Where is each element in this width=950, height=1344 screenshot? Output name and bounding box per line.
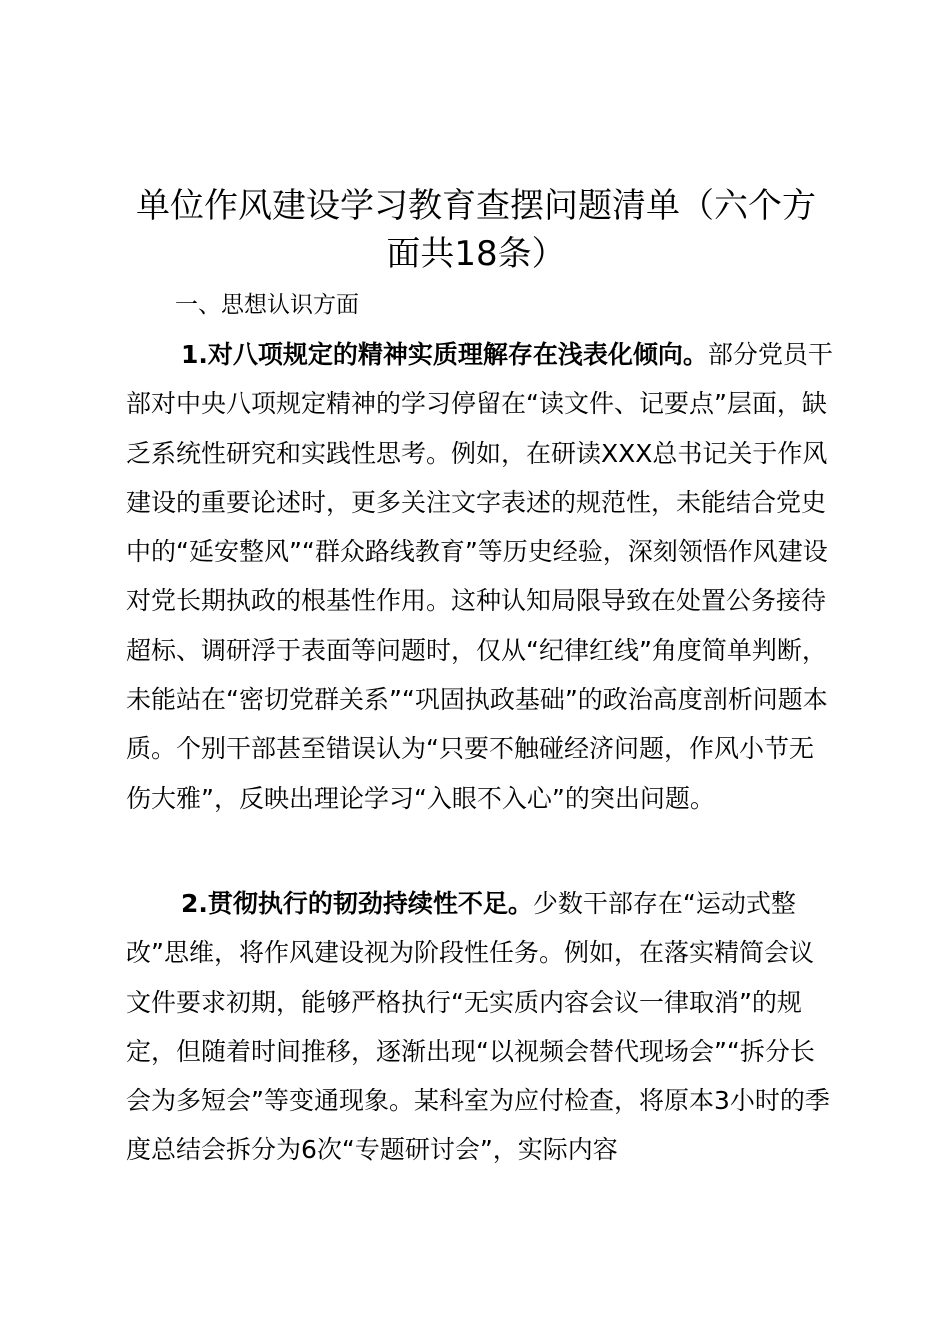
item-heading: 2.贯彻执行的韧劲持续性不足。 (181, 889, 533, 918)
paragraph-item-2 (126, 879, 838, 1175)
item-text: 部分党员干部对中央八项规定精神的学习停留在“读文件、记要点”层面，缺乏系统性研究和实践性思考。例如，在研读XXX总书记关于作风建设的重要论述时，更多关注文字表述的规范性，未能结合党史中的“延安整风”“群众路线教育”等历史经验，深刻领悟作风建设对党长期执政的根基性作用。这种认知局限导致在处置公务接待超标、调研浮于表面等问题时，仅从“纪律红线”角度简单判断，未能站在“密切党群关系”“巩固执政基础”的政治高度剖析问题本质。个别干部甚至错误认为“只要不触碰经济问题，作风小节无伤大雅”，反映出理论学习“入眼不入心”的突出问题。 (126, 340, 833, 813)
document-title: 单位作风建设学习教育查摆问题清单（六个方面共18条） (136, 186, 816, 274)
item-text: 少数干部存在“运动式整改”思维，将作风建设视为阶段性任务。例如，在落实精简会议文件要求初期，能够严格执行“无实质内容会议一律取消”的规定，但随着时间推移，逐渐出现“以视频会替代现场会”“拆分长会为多短会”等变通现象。某科室为应付检查，将原本3小时的季度总结会拆分为6次“专题研讨会”，实际内容 (126, 889, 830, 1165)
item-heading: 1.对八项规定的精神实质理解存在浅表化倾向。 (181, 340, 708, 369)
section-heading: 一、思想认识方面 (175, 292, 359, 318)
paragraph-item-1 (126, 330, 838, 823)
